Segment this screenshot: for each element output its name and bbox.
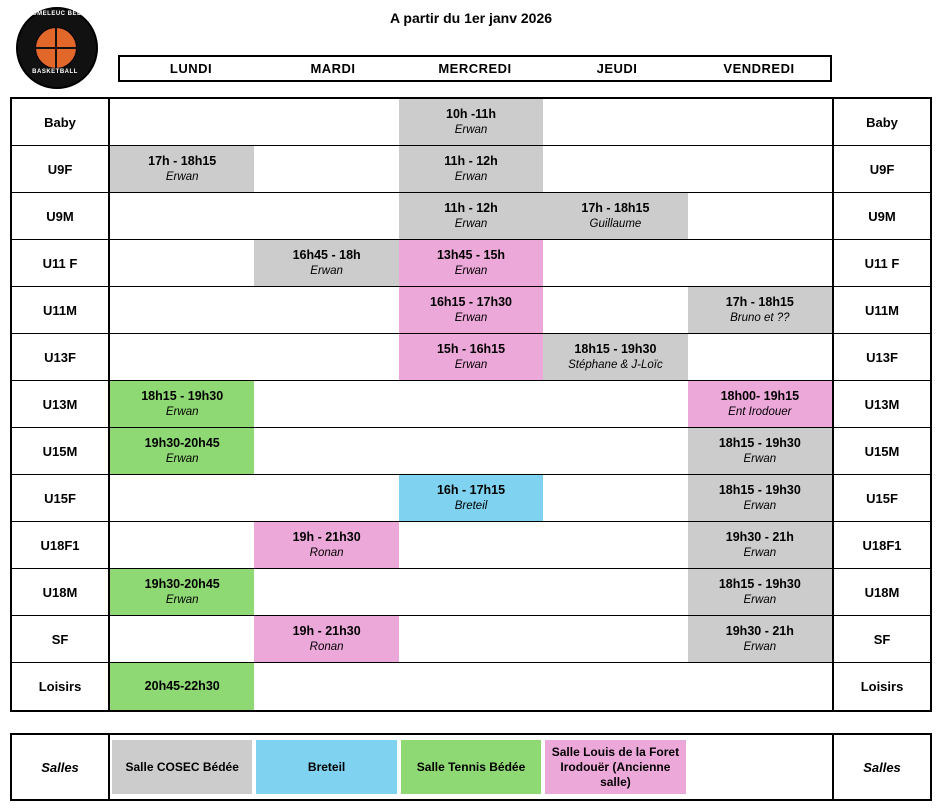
- category-label-left: U13F: [12, 334, 110, 380]
- schedule-cell: [688, 240, 832, 286]
- schedule-cell: [110, 475, 254, 521]
- schedule-cell[interactable]: [688, 475, 832, 521]
- schedule-cell[interactable]: [110, 569, 254, 615]
- schedule-cell: [543, 616, 687, 662]
- slot-time: 11h - 12h: [444, 201, 498, 215]
- row-slots: [110, 334, 832, 380]
- table-row: [12, 475, 930, 522]
- schedule-cell: [254, 569, 398, 615]
- schedule-cell[interactable]: [688, 569, 832, 615]
- schedule-cell: [110, 616, 254, 662]
- schedule-cell: [399, 381, 543, 427]
- slot-time: 17h - 18h15: [581, 201, 650, 215]
- schedule-cell: [543, 428, 687, 474]
- category-label-left: SF: [12, 616, 110, 662]
- table-row: [12, 663, 930, 710]
- schedule-cell[interactable]: [399, 287, 543, 333]
- table-row: [12, 99, 930, 146]
- schedule-cell: [543, 146, 687, 192]
- slot-coach: Ent Irodouer: [728, 405, 792, 418]
- schedule-cell: [110, 334, 254, 380]
- slot-time: 17h - 18h15: [725, 295, 794, 309]
- schedule-cell: [543, 569, 687, 615]
- category-label-left: Loisirs: [12, 663, 110, 710]
- table-row: [12, 193, 930, 240]
- table-row: [12, 334, 930, 381]
- category-label-left: U11 F: [12, 240, 110, 286]
- legend-item-label: Salle Louis de la Foret Irodouër (Ancienne salle): [551, 744, 680, 789]
- category-label-right: U9M: [832, 193, 930, 239]
- slot-time: 13h45 - 15h: [436, 248, 506, 262]
- schedule-cell[interactable]: [688, 428, 832, 474]
- schedule-cell[interactable]: [399, 99, 543, 145]
- slot-coach: Erwan: [743, 640, 777, 653]
- slot-time: 16h45 - 18h: [292, 248, 361, 262]
- schedule-cell: [110, 522, 254, 568]
- slot-coach: Breteil: [454, 499, 488, 512]
- category-label-right: U13M: [832, 381, 930, 427]
- category-label-right: SF: [832, 616, 930, 662]
- category-label-left: U15F: [12, 475, 110, 521]
- legend-items: [110, 735, 832, 799]
- schedule-cell[interactable]: [543, 193, 687, 239]
- schedule-cell[interactable]: [110, 146, 254, 192]
- category-label-right: Loisirs: [832, 663, 930, 710]
- slot-time: 18h00- 19h15: [720, 389, 800, 403]
- category-label-left: U11M: [12, 287, 110, 333]
- schedule-cell[interactable]: [254, 522, 398, 568]
- schedule-cell: [254, 193, 398, 239]
- slot-time: 18h15 - 19h30: [718, 577, 801, 591]
- table-row: [12, 146, 930, 193]
- slot-coach: Erwan: [165, 170, 199, 183]
- schedule-cell: [254, 475, 398, 521]
- legend-item-label: Breteil: [307, 759, 346, 774]
- day-header-jeudi: JEUDI: [596, 61, 638, 76]
- schedule-cell: [110, 193, 254, 239]
- category-label-left: U18M: [12, 569, 110, 615]
- schedule-cell: [110, 99, 254, 145]
- slot-time: 16h15 - 17h30: [430, 295, 513, 309]
- category-label-right: U9F: [832, 146, 930, 192]
- category-label-right: U11M: [832, 287, 930, 333]
- slot-coach: Erwan: [454, 264, 488, 277]
- slot-time: 16h - 17h15: [436, 483, 506, 497]
- schedule-cell[interactable]: [688, 522, 832, 568]
- schedule-cell: [543, 240, 687, 286]
- schedule-cell: [543, 663, 687, 710]
- schedule-cell: [688, 193, 832, 239]
- schedule-cell: [110, 240, 254, 286]
- slot-time: 19h30-20h45: [144, 577, 220, 591]
- table-row: [12, 428, 930, 475]
- row-slots: [110, 616, 832, 662]
- slot-coach: Stéphane & J-Loïc: [568, 358, 663, 371]
- category-label-right: U18F1: [832, 522, 930, 568]
- schedule-cell: [688, 146, 832, 192]
- day-header-vendredi: VENDREDI: [723, 61, 795, 76]
- row-slots: [110, 240, 832, 286]
- table-row: [12, 569, 930, 616]
- logo-bottom-text: BASKETBALL: [32, 69, 78, 75]
- category-label-right: U11 F: [832, 240, 930, 286]
- schedule-cell[interactable]: [254, 616, 398, 662]
- slot-time: 10h -11h: [446, 107, 497, 121]
- slot-coach: Erwan: [743, 499, 777, 512]
- category-label-right: U15F: [832, 475, 930, 521]
- schedule-cell: [110, 287, 254, 333]
- schedule-cell[interactable]: [399, 193, 543, 239]
- schedule-cell: [543, 99, 687, 145]
- page-title: A partir du 1er janv 2026: [389, 10, 553, 26]
- slot-coach: Erwan: [743, 593, 777, 606]
- category-label-right: U13F: [832, 334, 930, 380]
- logo-top-text: PLEUMELEUC BEDEE: [19, 11, 91, 17]
- category-label-left: U9M: [12, 193, 110, 239]
- row-slots: [110, 287, 832, 333]
- slot-time: 18h15 - 19h30: [574, 342, 657, 356]
- schedule-cell: [543, 287, 687, 333]
- schedule-cell[interactable]: [688, 381, 832, 427]
- category-label-left: U15M: [12, 428, 110, 474]
- row-slots: [110, 663, 832, 710]
- legend-row: [10, 733, 932, 801]
- legend-item: [401, 740, 541, 794]
- basketball-icon: [35, 27, 77, 69]
- table-row: [12, 240, 930, 287]
- schedule-cell[interactable]: [399, 475, 543, 521]
- slot-coach: Ronan: [309, 640, 344, 653]
- schedule-cell[interactable]: [110, 663, 254, 710]
- category-label-left: Baby: [12, 99, 110, 145]
- slot-time: 19h30 - 21h: [725, 624, 794, 638]
- schedule-cell: [688, 663, 832, 710]
- day-header-row: [118, 55, 832, 82]
- slot-time: 18h15 - 19h30: [718, 436, 801, 450]
- slot-coach: Erwan: [165, 593, 199, 606]
- schedule-cell[interactable]: [399, 334, 543, 380]
- slot-coach: Ronan: [309, 546, 344, 559]
- schedule-cell: [254, 381, 398, 427]
- slot-coach: Erwan: [454, 358, 488, 371]
- slot-coach: Bruno et ??: [730, 311, 790, 324]
- slot-coach: Erwan: [165, 452, 199, 465]
- schedule-table: [10, 97, 932, 712]
- slot-coach: Erwan: [454, 123, 488, 136]
- legend-label-left: Salles: [12, 735, 110, 799]
- table-row: [12, 381, 930, 428]
- schedule-cell[interactable]: [688, 616, 832, 662]
- category-label-right: Baby: [832, 99, 930, 145]
- schedule-cell: [254, 334, 398, 380]
- row-slots: [110, 475, 832, 521]
- schedule-cell: [254, 663, 398, 710]
- schedule-cell: [254, 428, 398, 474]
- legend-label-right: Salles: [832, 735, 930, 799]
- legend-item: [256, 740, 396, 794]
- schedule-cell: [399, 663, 543, 710]
- day-header-mercredi: MERCREDI: [438, 61, 512, 76]
- schedule-cell: [688, 334, 832, 380]
- schedule-cell[interactable]: [399, 240, 543, 286]
- slot-time: 20h45-22h30: [144, 678, 220, 693]
- day-header-mardi: MARDI: [310, 61, 356, 76]
- slot-coach: Erwan: [454, 217, 488, 230]
- legend-item: [112, 740, 252, 794]
- slot-coach: Guillaume: [589, 217, 642, 230]
- row-slots: [110, 99, 832, 145]
- slot-time: 19h - 21h30: [292, 530, 361, 544]
- schedule-cell[interactable]: [254, 240, 398, 286]
- row-slots: [110, 428, 832, 474]
- schedule-cell[interactable]: [688, 287, 832, 333]
- category-label-left: U18F1: [12, 522, 110, 568]
- slot-time: 15h - 16h15: [436, 342, 506, 356]
- category-label-right: U18M: [832, 569, 930, 615]
- slot-coach: Erwan: [743, 546, 777, 559]
- slot-coach: Erwan: [310, 264, 343, 277]
- schedule-cell[interactable]: [110, 428, 254, 474]
- schedule-cell: [254, 287, 398, 333]
- schedule-cell: [254, 146, 398, 192]
- schedule-cell: [688, 99, 832, 145]
- slot-coach: Erwan: [743, 452, 777, 465]
- row-slots: [110, 193, 832, 239]
- schedule-cell: [399, 616, 543, 662]
- table-row: [12, 287, 930, 334]
- slot-time: 19h - 21h30: [292, 624, 361, 638]
- slot-time: 17h - 18h15: [148, 154, 217, 168]
- schedule-cell: [399, 428, 543, 474]
- schedule-cell: [543, 475, 687, 521]
- row-slots: [110, 569, 832, 615]
- legend-item: [690, 740, 830, 794]
- table-row: [12, 616, 930, 663]
- row-slots: [110, 522, 832, 568]
- slot-time: 18h15 - 19h30: [718, 483, 801, 497]
- row-slots: [110, 381, 832, 427]
- legend-item-label: Salle Tennis Bédée: [416, 759, 526, 774]
- slot-coach: Erwan: [165, 405, 199, 418]
- slot-time: 19h30-20h45: [144, 436, 220, 450]
- schedule-cell: [254, 99, 398, 145]
- schedule-cell: [399, 522, 543, 568]
- category-label-left: U13M: [12, 381, 110, 427]
- schedule-cell[interactable]: [110, 381, 254, 427]
- schedule-cell: [543, 381, 687, 427]
- schedule-cell[interactable]: [399, 146, 543, 192]
- day-header-lundi: LUNDI: [169, 61, 213, 76]
- slot-coach: Erwan: [454, 311, 488, 324]
- table-row: [12, 522, 930, 569]
- row-slots: [110, 146, 832, 192]
- legend-item-label: Salle COSEC Bédée: [125, 759, 239, 774]
- slot-coach: Erwan: [454, 170, 488, 183]
- slot-time: 18h15 - 19h30: [141, 389, 224, 403]
- schedule-cell: [543, 522, 687, 568]
- category-label-right: U15M: [832, 428, 930, 474]
- slot-time: 11h - 12h: [444, 154, 498, 168]
- category-label-left: U9F: [12, 146, 110, 192]
- slot-time: 19h30 - 21h: [725, 530, 794, 544]
- legend-item: [545, 740, 685, 794]
- schedule-cell[interactable]: [543, 334, 687, 380]
- schedule-cell: [399, 569, 543, 615]
